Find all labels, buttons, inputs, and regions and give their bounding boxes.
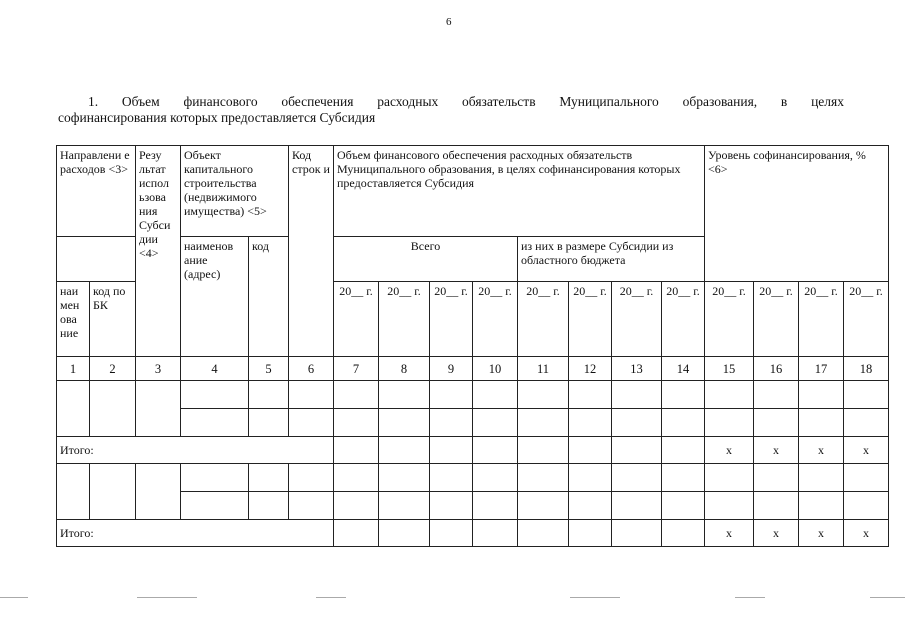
empty-cell xyxy=(569,492,612,520)
empty-cell xyxy=(379,492,430,520)
empty-cell xyxy=(379,409,430,437)
empty-cell xyxy=(612,409,662,437)
empty-cell xyxy=(754,464,799,492)
empty-cell xyxy=(430,464,473,492)
x-mark: x xyxy=(705,520,754,547)
column-number: 17 xyxy=(799,357,844,381)
empty-cell xyxy=(57,464,90,520)
year-cell: 20__ г. xyxy=(662,282,705,357)
column-number: 14 xyxy=(662,357,705,381)
empty-cell xyxy=(430,381,473,409)
scan-line xyxy=(137,597,197,598)
column-number: 3 xyxy=(136,357,181,381)
empty-cell xyxy=(379,381,430,409)
total-row xyxy=(57,520,889,547)
empty-cell xyxy=(754,409,799,437)
empty-cell xyxy=(379,437,430,464)
empty-cell xyxy=(799,381,844,409)
x-mark: x xyxy=(844,520,889,547)
empty-cell xyxy=(705,409,754,437)
empty-cell xyxy=(705,492,754,520)
empty-cell xyxy=(518,520,569,547)
table-row xyxy=(57,381,889,409)
section-heading xyxy=(58,94,844,126)
empty-cell xyxy=(705,381,754,409)
header-directions-spacer xyxy=(57,237,136,282)
empty-cell xyxy=(612,492,662,520)
empty-cell xyxy=(249,492,289,520)
empty-cell xyxy=(662,520,705,547)
footer-scan-lines xyxy=(0,597,905,601)
column-number: 9 xyxy=(430,357,473,381)
empty-cell xyxy=(518,492,569,520)
scan-line xyxy=(735,597,765,598)
empty-cell xyxy=(754,381,799,409)
total-label: Итого: xyxy=(57,437,334,464)
x-mark: x xyxy=(844,437,889,464)
year-cell: 20__ г. xyxy=(799,282,844,357)
empty-cell xyxy=(754,492,799,520)
empty-cell xyxy=(518,409,569,437)
year-cell: 20__ г. xyxy=(569,282,612,357)
empty-cell xyxy=(289,381,334,409)
empty-cell xyxy=(662,464,705,492)
empty-cell xyxy=(136,381,181,437)
empty-cell xyxy=(334,492,379,520)
column-number: 15 xyxy=(705,357,754,381)
empty-cell xyxy=(249,464,289,492)
year-cell: 20__ г. xyxy=(430,282,473,357)
empty-cell xyxy=(662,437,705,464)
heading-line-2: софинансирования которых предоставляется Субсидия xyxy=(58,110,376,125)
empty-cell xyxy=(569,520,612,547)
column-number: 18 xyxy=(844,357,889,381)
empty-cell xyxy=(518,464,569,492)
empty-cell xyxy=(569,464,612,492)
empty-cell xyxy=(430,409,473,437)
column-number: 4 xyxy=(181,357,249,381)
empty-cell xyxy=(249,381,289,409)
empty-cell xyxy=(799,492,844,520)
empty-cell xyxy=(289,464,334,492)
empty-cell xyxy=(844,409,889,437)
empty-cell xyxy=(662,409,705,437)
column-number: 7 xyxy=(334,357,379,381)
x-mark: x xyxy=(799,437,844,464)
empty-cell xyxy=(57,381,90,437)
column-number: 13 xyxy=(612,357,662,381)
year-cell: 20__ г. xyxy=(379,282,430,357)
empty-cell xyxy=(289,409,334,437)
empty-cell xyxy=(181,409,249,437)
header-from-subsidy: из них в размере Субсидии из областного бюджета xyxy=(518,237,705,282)
empty-cell xyxy=(569,437,612,464)
column-number: 12 xyxy=(569,357,612,381)
empty-cell xyxy=(181,381,249,409)
heading-line-1: 1. Объем финансового обеспечения расходных обязательств Муниципального образования, в целях xyxy=(88,94,844,109)
table-row xyxy=(57,492,889,520)
empty-cell xyxy=(334,437,379,464)
page-number: 6 xyxy=(446,16,452,28)
header-row-code: Код строк и xyxy=(289,146,334,357)
empty-cell xyxy=(289,492,334,520)
x-mark: x xyxy=(754,520,799,547)
x-mark: x xyxy=(705,437,754,464)
header-code: код xyxy=(249,237,289,357)
empty-cell xyxy=(181,492,249,520)
empty-cell xyxy=(705,464,754,492)
column-number: 2 xyxy=(90,357,136,381)
year-cell: 20__ г. xyxy=(754,282,799,357)
empty-cell xyxy=(662,492,705,520)
empty-cell xyxy=(473,492,518,520)
header-name: наи мен ова ние xyxy=(57,282,90,357)
column-number: 5 xyxy=(249,357,289,381)
empty-cell xyxy=(334,409,379,437)
empty-cell xyxy=(473,409,518,437)
empty-cell xyxy=(569,409,612,437)
empty-cell xyxy=(473,520,518,547)
header-result: Резу льтат испол ьзова ния Субси дии <4> xyxy=(136,146,181,357)
empty-cell xyxy=(249,409,289,437)
x-mark: x xyxy=(799,520,844,547)
scan-line xyxy=(870,597,905,598)
year-cell: 20__ г. xyxy=(612,282,662,357)
empty-cell xyxy=(90,381,136,437)
column-number: 8 xyxy=(379,357,430,381)
empty-cell xyxy=(334,520,379,547)
total-row xyxy=(57,437,889,464)
empty-cell xyxy=(379,520,430,547)
empty-cell xyxy=(612,464,662,492)
empty-cell xyxy=(430,492,473,520)
empty-cell xyxy=(569,381,612,409)
header-cofinancing-level: Уровень софинансирования, % <6> xyxy=(705,146,889,282)
column-number-row xyxy=(57,357,889,381)
year-cell: 20__ г. xyxy=(518,282,569,357)
column-number: 11 xyxy=(518,357,569,381)
table-row xyxy=(57,409,889,437)
column-number: 10 xyxy=(473,357,518,381)
header-name-address: наименов ание (адрес) xyxy=(181,237,249,357)
empty-cell xyxy=(844,492,889,520)
table-row xyxy=(57,464,889,492)
year-cell: 20__ г. xyxy=(334,282,379,357)
empty-cell xyxy=(799,464,844,492)
empty-cell xyxy=(612,520,662,547)
empty-cell xyxy=(181,464,249,492)
scan-line xyxy=(0,597,28,598)
column-number: 16 xyxy=(754,357,799,381)
scan-line xyxy=(570,597,620,598)
empty-cell xyxy=(844,464,889,492)
header-code-bk: код по БК xyxy=(90,282,136,357)
year-cell: 20__ г. xyxy=(844,282,889,357)
column-number: 6 xyxy=(289,357,334,381)
year-cell: 20__ г. xyxy=(473,282,518,357)
header-total: Всего xyxy=(334,237,518,282)
column-number: 1 xyxy=(57,357,90,381)
empty-cell xyxy=(518,437,569,464)
empty-cell xyxy=(473,381,518,409)
empty-cell xyxy=(518,381,569,409)
empty-cell xyxy=(334,464,379,492)
empty-cell xyxy=(90,464,136,520)
empty-cell xyxy=(844,381,889,409)
empty-cell xyxy=(473,437,518,464)
empty-cell xyxy=(430,437,473,464)
header-object: Объект капитального строительства (недвижимого имущества) <5> xyxy=(181,146,289,237)
header-directions: Направлени е расходов <3> xyxy=(57,146,136,237)
empty-cell xyxy=(430,520,473,547)
x-mark: x xyxy=(754,437,799,464)
empty-cell xyxy=(379,464,430,492)
year-cell: 20__ г. xyxy=(705,282,754,357)
scan-line xyxy=(316,597,346,598)
empty-cell xyxy=(799,409,844,437)
empty-cell xyxy=(612,381,662,409)
empty-cell xyxy=(136,464,181,520)
empty-cell xyxy=(473,464,518,492)
total-label: Итого: xyxy=(57,520,334,547)
subsidy-table xyxy=(56,145,889,547)
empty-cell xyxy=(334,381,379,409)
empty-cell xyxy=(662,381,705,409)
empty-cell xyxy=(612,437,662,464)
header-volume: Объем финансового обеспечения расходных обязательств Муниципального образования, в целях софинансирования которых предоставляется Субсидия xyxy=(334,146,705,237)
